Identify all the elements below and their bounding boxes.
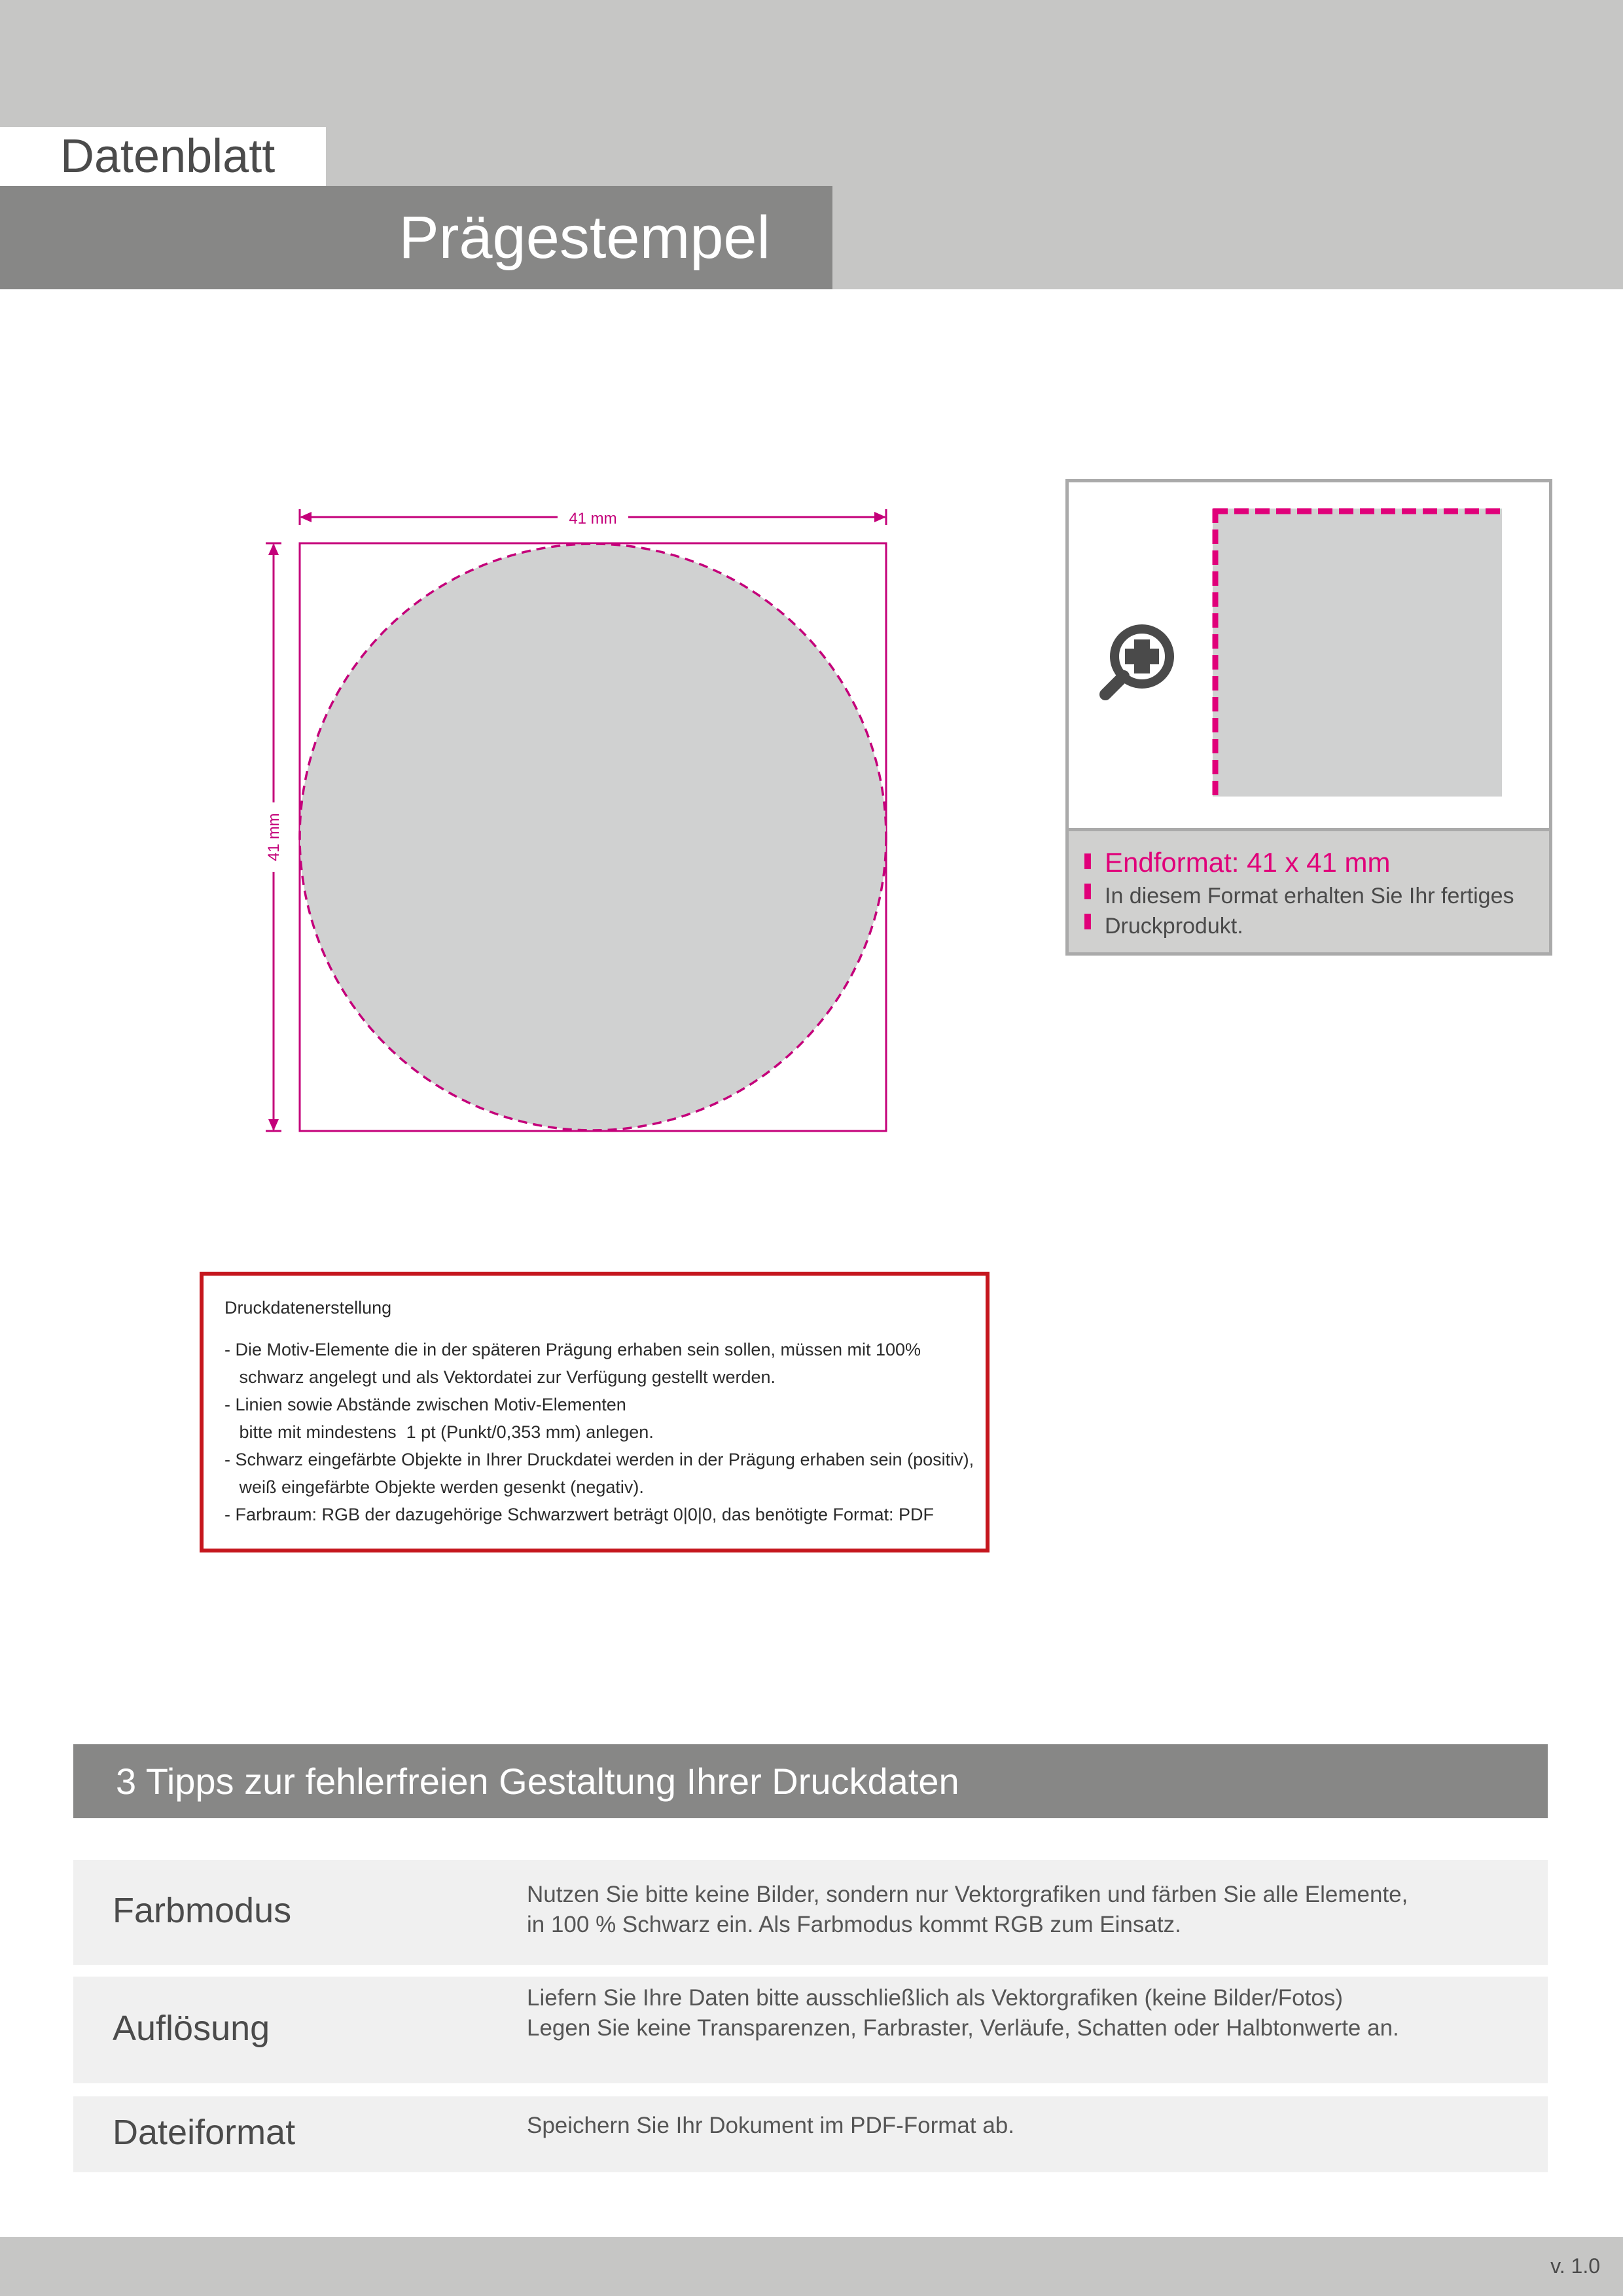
caption-marker [1084, 853, 1091, 869]
info-line: - Die Motiv-Elemente die in der späteren Prägung erhaben sein sollen, müssen mit 100% [224, 1340, 921, 1359]
tips-heading: 3 Tipps zur fehlerfreien Gestaltung Ihrer Druckdaten [73, 1744, 1548, 1818]
format-caption-line: In diesem Format erhalten Sie Ihr fertiges [1105, 884, 1514, 908]
zoom-in-icon [1105, 629, 1169, 694]
format-preview-area [1213, 509, 1502, 797]
info-title: Druckdatenerstellung [224, 1298, 392, 1318]
caption-marker [1084, 914, 1091, 929]
footer-band [0, 2237, 1623, 2296]
tip-label: Auflösung [113, 2009, 270, 2048]
tip-text [527, 1983, 1508, 2043]
tip-text-line: Legen Sie keine Transparenzen, Farbraster, Verläufe, Schatten oder Halbtonwerte an. [527, 2015, 1399, 2041]
print-data-info-box [200, 1272, 990, 1552]
format-caption-title: Endformat: 41 x 41 mm [1105, 847, 1391, 878]
format-detail-preview [1069, 482, 1549, 828]
format-caption-text [1105, 881, 1543, 941]
document-label: Datenblatt [0, 127, 326, 186]
tip-row-aufloesung [73, 1977, 1548, 2083]
info-line: - Farbraum: RGB der dazugehörige Schwarzwert beträgt 0|0|0, das benötigte Format: PDF [224, 1505, 935, 1524]
width-arrow-left [300, 512, 312, 522]
tip-row-farbmodus [73, 1860, 1548, 1965]
info-line: - Schwarz eingefärbte Objekte in Ihrer Druckdatei werden in der Prägung erhaben sein (positiv), [224, 1450, 974, 1469]
tip-text-line: Liefern Sie Ihre Daten bitte ausschließlich als Vektorgrafiken (keine Bilder/Fotos) [527, 1985, 1343, 2011]
page-title: Prägestempel [0, 186, 832, 289]
info-line: weiß eingefärbte Objekte werden gesenkt (negativ). [224, 1477, 644, 1497]
format-detail-box [1065, 479, 1552, 956]
format-caption-line: Druckprodukt. [1105, 914, 1243, 939]
height-arrow-top [268, 543, 279, 555]
tip-text-line: in 100 % Schwarz ein. Als Farbmodus kommt RGB zum Einsatz. [527, 1912, 1181, 1937]
height-label: 41 mm [265, 813, 283, 861]
tip-text [527, 2111, 1508, 2141]
tip-label: Farbmodus [113, 1891, 292, 1930]
caption-marker [1084, 884, 1091, 899]
tip-text-line: Nutzen Sie bitte keine Bilder, sondern nur Vektorgrafiken und färben Sie alle Elemente, [527, 1882, 1408, 1907]
info-line: schwarz angelegt und als Vektordatei zur Verfügung gestellt werden. [224, 1367, 776, 1387]
stamp-circle [300, 544, 886, 1130]
height-arrow-bottom [268, 1119, 279, 1131]
info-line: bitte mit mindestens 1 pt (Punkt/0,353 mm) anlegen. [224, 1422, 654, 1442]
info-line: - Linien sowie Abstände zwischen Motiv-Elementen [224, 1395, 626, 1414]
width-label: 41 mm [569, 510, 617, 528]
tip-text-line: Speichern Sie Ihr Dokument im PDF-Format ab. [527, 2113, 1014, 2138]
tip-text [527, 1880, 1508, 1940]
width-arrow-right [874, 512, 886, 522]
tip-label: Dateiformat [113, 2113, 296, 2152]
tip-row-dateiformat [73, 2096, 1548, 2172]
format-caption [1069, 828, 1549, 952]
version-label: v. 1.0 [1550, 2254, 1600, 2278]
